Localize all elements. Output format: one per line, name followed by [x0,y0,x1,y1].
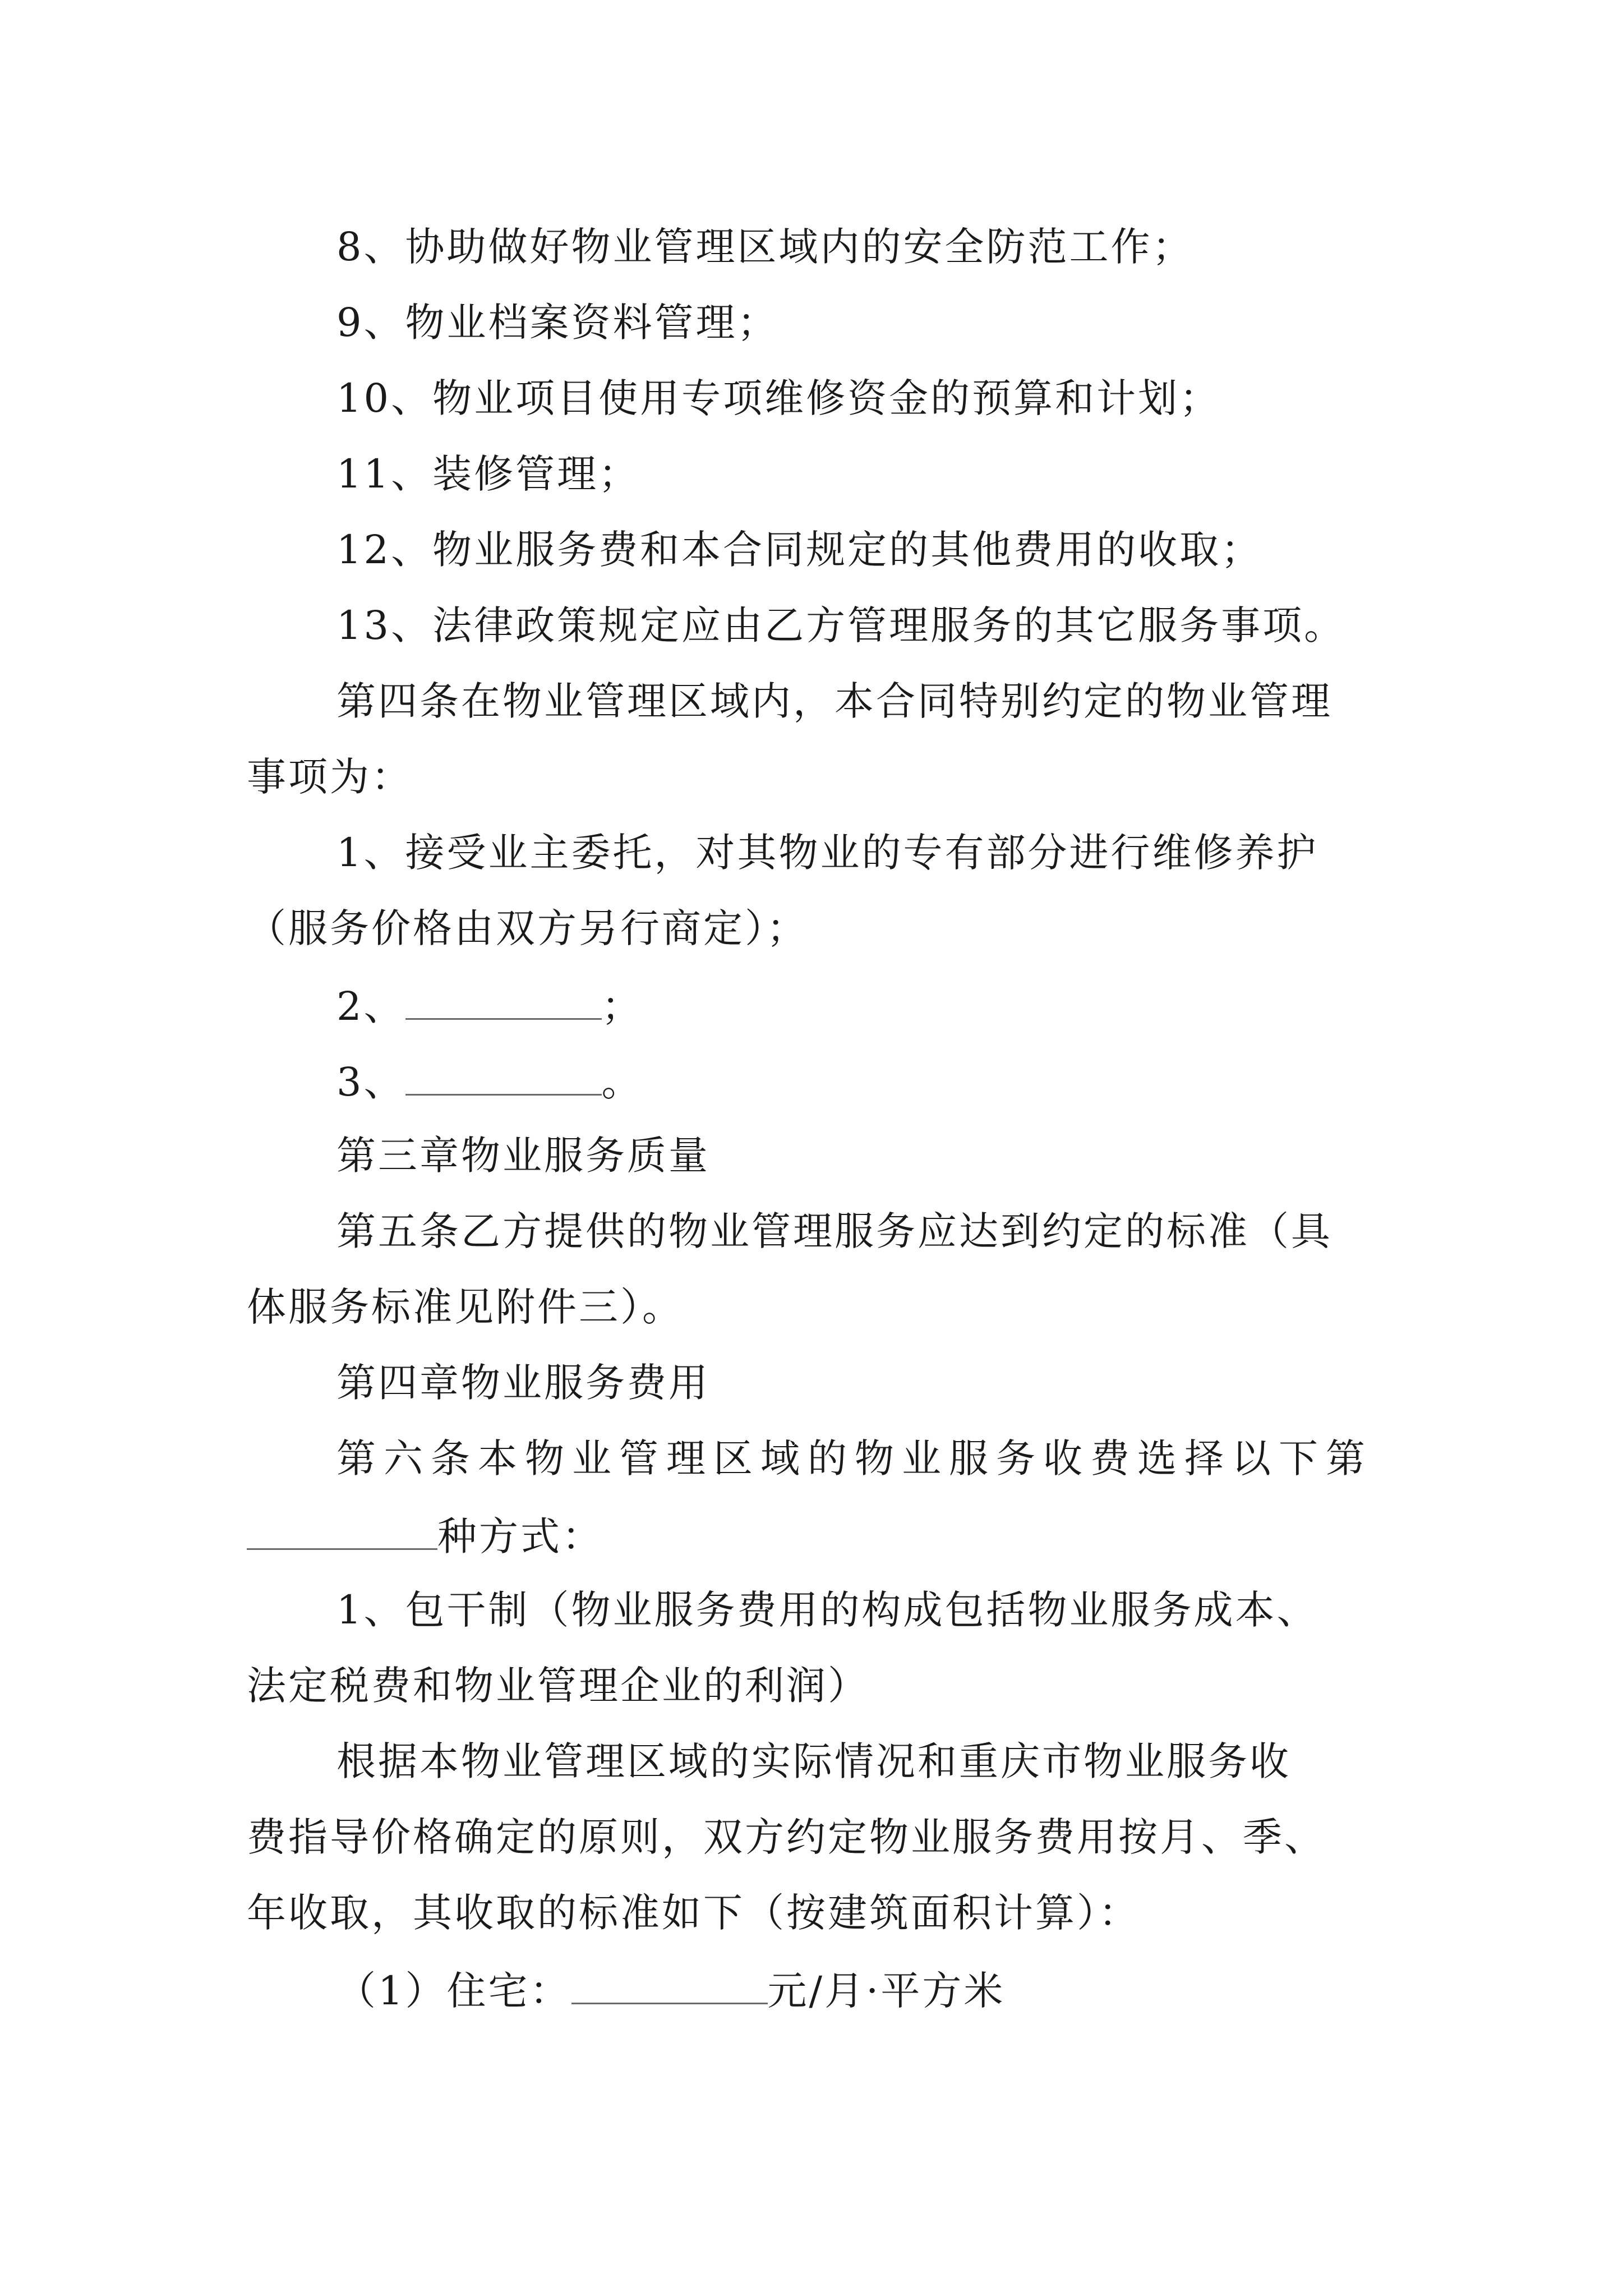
article-4-line-2: 事项为： [247,754,413,800]
special-item-2-label: 2、 [336,983,405,1029]
list-item-11: 11、装修管理； [336,451,640,497]
residential-fee-unit: 元/月·平方米 [767,1968,1006,2014]
list-item-10: 10、物业项目使用专项维修资金的预算和计划； [336,375,1221,421]
fee-basis-line-1: 根据本物业管理区域的实际情况和重庆市物业服务收 [336,1738,1291,1784]
special-item-1-line-1: 1、接受业主委托，对其物业的专有部分进行维修养护 [336,830,1318,876]
list-item-12: 12、物业服务费和本合同规定的其他费用的收取； [336,527,1263,573]
residential-fee-blank [571,1969,768,2004]
special-item-3-label: 3、 [336,1059,405,1105]
special-item-2-blank [405,984,602,1020]
fee-basis-line-2: 费指导价格确定的原则，双方约定物业服务费用按月、季、 [247,1814,1326,1860]
special-item-3-blank [405,1060,602,1096]
article-6-tail: 种方式： [437,1513,603,1559]
residential-fee-label: （1）住宅： [336,1968,571,2014]
special-item-3 [336,1059,643,1105]
chapter-4-heading: 第四章物业服务费用 [336,1360,710,1406]
list-item-9: 9、物业档案资料管理； [336,300,779,346]
fee-basis-line-3: 年收取，其收取的标准如下（按建筑面积计算）： [247,1890,1140,1936]
list-item-13: 13、法律政策规定应由乙方管理服务的其它服务事项。 [336,602,1346,648]
list-item-8: 8、协助做好物业管理区域内的安全防范工作； [336,224,1194,270]
article-5-line-1: 第五条乙方提供的物业管理服务应达到约定的标准（具 [336,1208,1332,1254]
special-item-2 [336,983,643,1029]
special-item-2-punct: ； [601,983,643,1029]
special-item-3-punct: 。 [601,1059,643,1105]
article-5-line-2: 体服务标准见附件三）。 [247,1284,684,1330]
special-item-1-line-2: （服务价格由双方另行商定）； [247,905,808,951]
lump-sum-line-2: 法定税费和物业管理企业的利润） [247,1663,869,1709]
chapter-3-heading: 第三章物业服务质量 [336,1133,710,1179]
article-6-line-1: 第六条本物业管理区域的物业服务收费选择以下第 [336,1435,1373,1481]
lump-sum-line-1: 1、包干制（物业服务费用的构成包括物业服务成本、 [336,1587,1318,1633]
article-4-line-1: 第四条在物业管理区域内，本合同特别约定的物业管理 [336,678,1332,724]
article-6-blank [247,1515,437,1550]
residential-fee-line [336,1968,1006,2014]
article-6-line-2 [247,1513,603,1559]
